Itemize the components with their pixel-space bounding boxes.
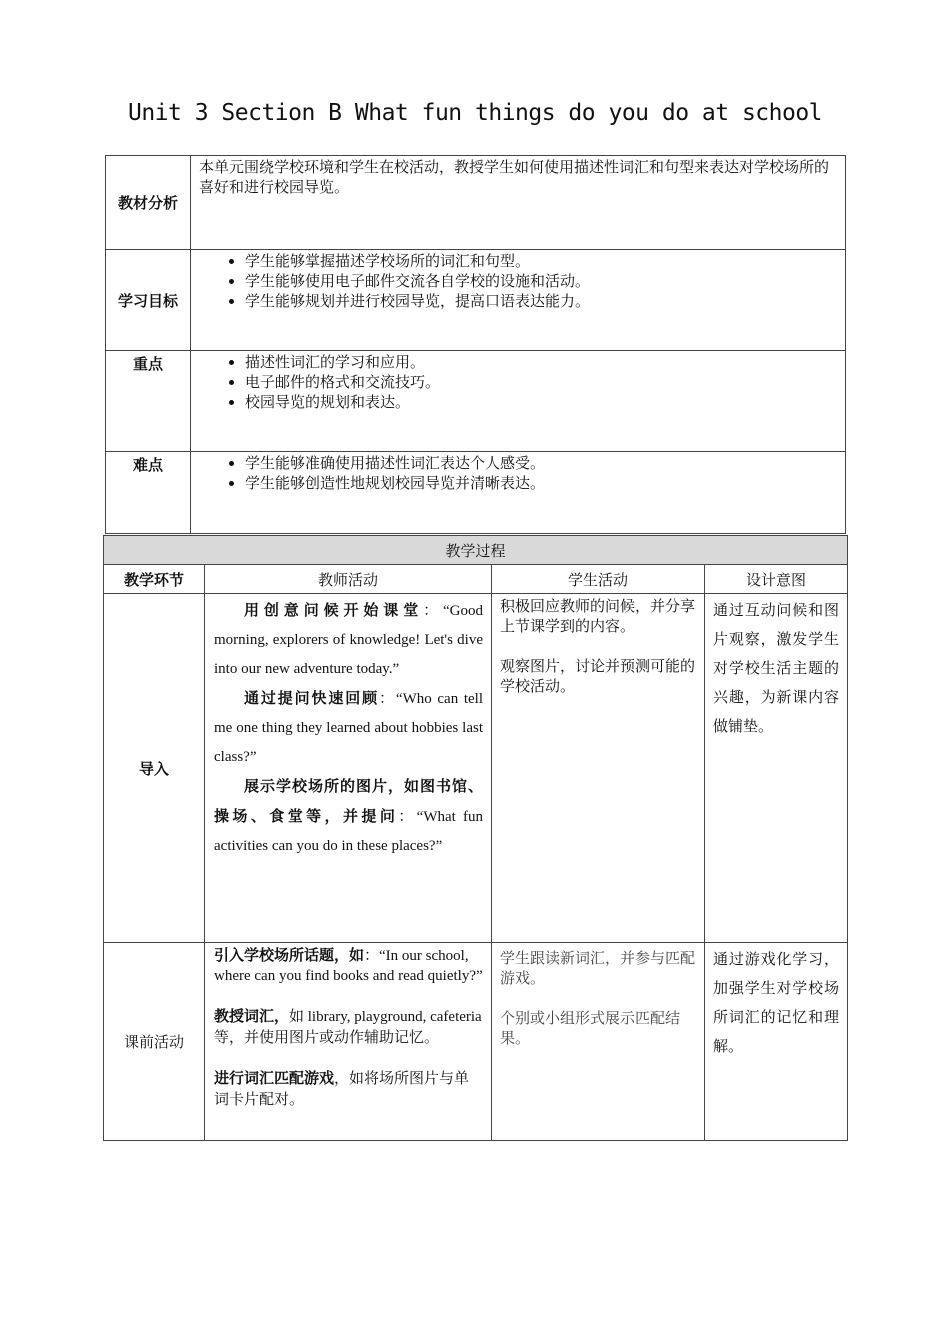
goals-row	[106, 250, 846, 351]
teacher-step-text-cn: 并使用图片或动作辅助记忆。	[244, 1028, 440, 1046]
teacher-step-text-cn: ，如将场所图片与单词卡片配对。	[214, 1069, 470, 1108]
difficult-point-item: • 学生能够创造性地规划校园导览并清晰表达。	[245, 473, 845, 493]
key-point-item: • 电子邮件的格式和交流技巧。	[245, 372, 845, 392]
goal-item: • 学生能够规划并进行校园导览，提高口语表达能力。	[245, 291, 845, 311]
teacher-step-key: 进行词汇匹配游戏	[214, 1069, 335, 1087]
difficult-points-list	[191, 453, 845, 493]
teacher-activity-intro	[205, 594, 492, 943]
teacher-step	[214, 1006, 483, 1048]
teacher-step-text: ：“Who can tell me one thing they learned about hobbies last class?”	[214, 691, 483, 765]
stage-preclass: 课前活动	[104, 943, 205, 1141]
column-header-stage: 教学环节	[104, 565, 205, 594]
material-label: 教材分析	[106, 156, 191, 250]
process-header-row	[104, 536, 848, 565]
column-header-design: 设计意图	[705, 565, 848, 594]
stage-intro: 导入	[104, 594, 205, 943]
teacher-step	[214, 1068, 483, 1110]
key-point-item: • 描述性词汇的学习和应用。	[245, 352, 845, 372]
student-activity-preclass	[492, 943, 705, 1141]
teacher-step-key: 通过提问快速回顾	[244, 689, 380, 707]
material-row	[106, 156, 846, 250]
key-point-item: • 校园导览的规划和表达。	[245, 392, 845, 412]
teacher-activity-preclass	[205, 943, 492, 1141]
key-points-label: 重点	[106, 351, 191, 452]
key-points-list	[191, 352, 845, 412]
goals-label: 学习目标	[106, 250, 191, 351]
teacher-step	[214, 945, 483, 986]
teacher-step-text: ：“What fun activities can you do in these places?”	[214, 809, 483, 854]
student-step: 个别或小组形式展示匹配结果。	[500, 1011, 681, 1047]
material-text: 本单元围绕学校环境和学生在校活动，教授学生如何使用描述性词汇和句型来表达对学校场所的喜好和进行校园导览。	[191, 156, 846, 250]
student-step: 积极回应教师的问候，并分享上节课学到的内容。	[500, 597, 696, 635]
difficult-point-item: • 学生能够准确使用描述性词汇表达个人感受。	[245, 453, 845, 473]
design-intent-intro: 通过互动问候和图片观察，激发学生对学校生活主题的兴趣，为新课内容做铺垫。	[705, 594, 848, 943]
teacher-step	[214, 596, 483, 684]
student-step: 学生跟读新词汇，并参与匹配游戏。	[500, 951, 696, 987]
process-row-intro	[104, 594, 848, 943]
goal-item: • 学生能够使用电子邮件交流各自学校的设施和活动。	[245, 271, 845, 291]
teacher-step-key: 展示学校场所的图片，如图书馆、操场、食堂等，并提问	[214, 777, 483, 825]
difficult-points-row	[106, 452, 846, 534]
column-header-teacher: 教师活动	[205, 565, 492, 594]
column-header-row	[104, 565, 848, 594]
teacher-step	[214, 772, 483, 861]
teacher-step-text: 如 library, playground, cafeteria 等，	[214, 1009, 482, 1046]
goal-item: • 学生能够掌握描述学校场所的词汇和句型。	[245, 251, 845, 271]
process-header: 教学过程	[104, 536, 848, 565]
teacher-step	[214, 684, 483, 772]
design-intent-preclass: 通过游戏化学习，加强学生对学校场所词汇的记忆和理解。	[705, 943, 848, 1141]
student-activity-intro	[492, 594, 705, 943]
goals-list	[191, 251, 845, 311]
student-step: 观察图片，讨论并预测可能的学校活动。	[500, 657, 696, 695]
process-row-preclass	[104, 943, 848, 1141]
page-title: Unit 3 Section B What fun things do you do at school	[127, 100, 823, 126]
key-points-row	[106, 351, 846, 452]
teaching-process-table	[103, 535, 848, 1141]
lesson-overview-table	[105, 155, 846, 534]
teacher-step-text: ：“Good morning, explorers of knowledge! Let's dive into our new adventure today.”	[214, 603, 483, 677]
column-header-student: 学生活动	[492, 565, 705, 594]
teacher-step-key: 教授词汇，	[214, 1007, 290, 1025]
difficult-points-label: 难点	[106, 452, 191, 534]
teacher-step-text: ：“In our school, where can you find books and read quietly?”	[214, 948, 483, 984]
teacher-step-key: 引入学校场所话题，如	[214, 946, 365, 964]
teacher-step-key: 用创意问候开始课堂	[244, 601, 424, 619]
